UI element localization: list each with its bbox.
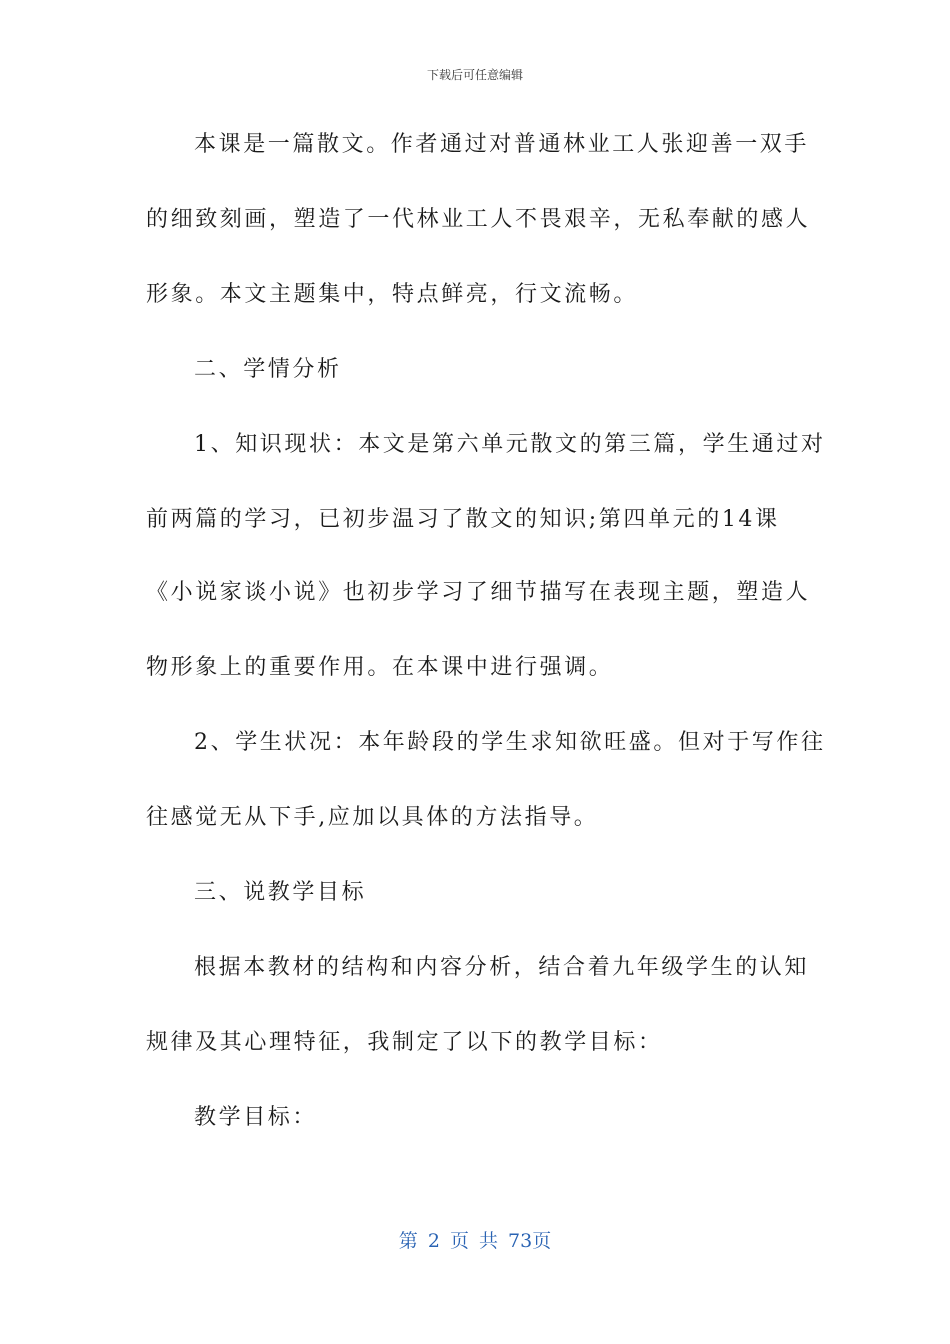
paragraph-line: 1、知识现状：本文是第六单元散文的第三篇，学生通过对: [194, 432, 826, 457]
paragraph-line: 的细致刻画，塑造了一代林业工人不畏艰辛，无私奉献的感人: [146, 207, 811, 232]
paragraph-line: 教学目标：: [194, 1105, 318, 1130]
paragraph-line: 规律及其心理特征，我制定了以下的教学目标：: [146, 1030, 663, 1055]
paragraph-line: 往感觉无从下手,应加以具体的方法指导。: [146, 805, 599, 830]
page-header: 下载后可任意编辑: [426, 68, 523, 82]
section-heading: 二、学情分析: [194, 357, 342, 382]
paragraph-line: 形象。本文主题集中，特点鲜亮，行文流畅。: [146, 282, 639, 307]
section-heading: 三、说教学目标: [194, 880, 367, 905]
paragraph-line: 根据本教材的结构和内容分析，结合着九年级学生的认知: [194, 955, 810, 980]
page-number-footer: 第 2 页 共 73页: [398, 1230, 552, 1252]
paragraph-line: 本课是一篇散文。作者通过对普通林业工人张迎善一双手: [194, 132, 810, 157]
paragraph-line: 2、学生状况：本年龄段的学生求知欲旺盛。但对于写作往: [194, 730, 826, 755]
paragraph-line: 《小说家谈小说》也初步学习了细节描写在表现主题，塑造人: [146, 580, 811, 605]
paragraph-line: 物形象上的重要作用。在本课中进行强调。: [146, 655, 614, 680]
paragraph-line: 前两篇的学习，已初步温习了散文的知识;第四单元的14课: [146, 507, 780, 532]
